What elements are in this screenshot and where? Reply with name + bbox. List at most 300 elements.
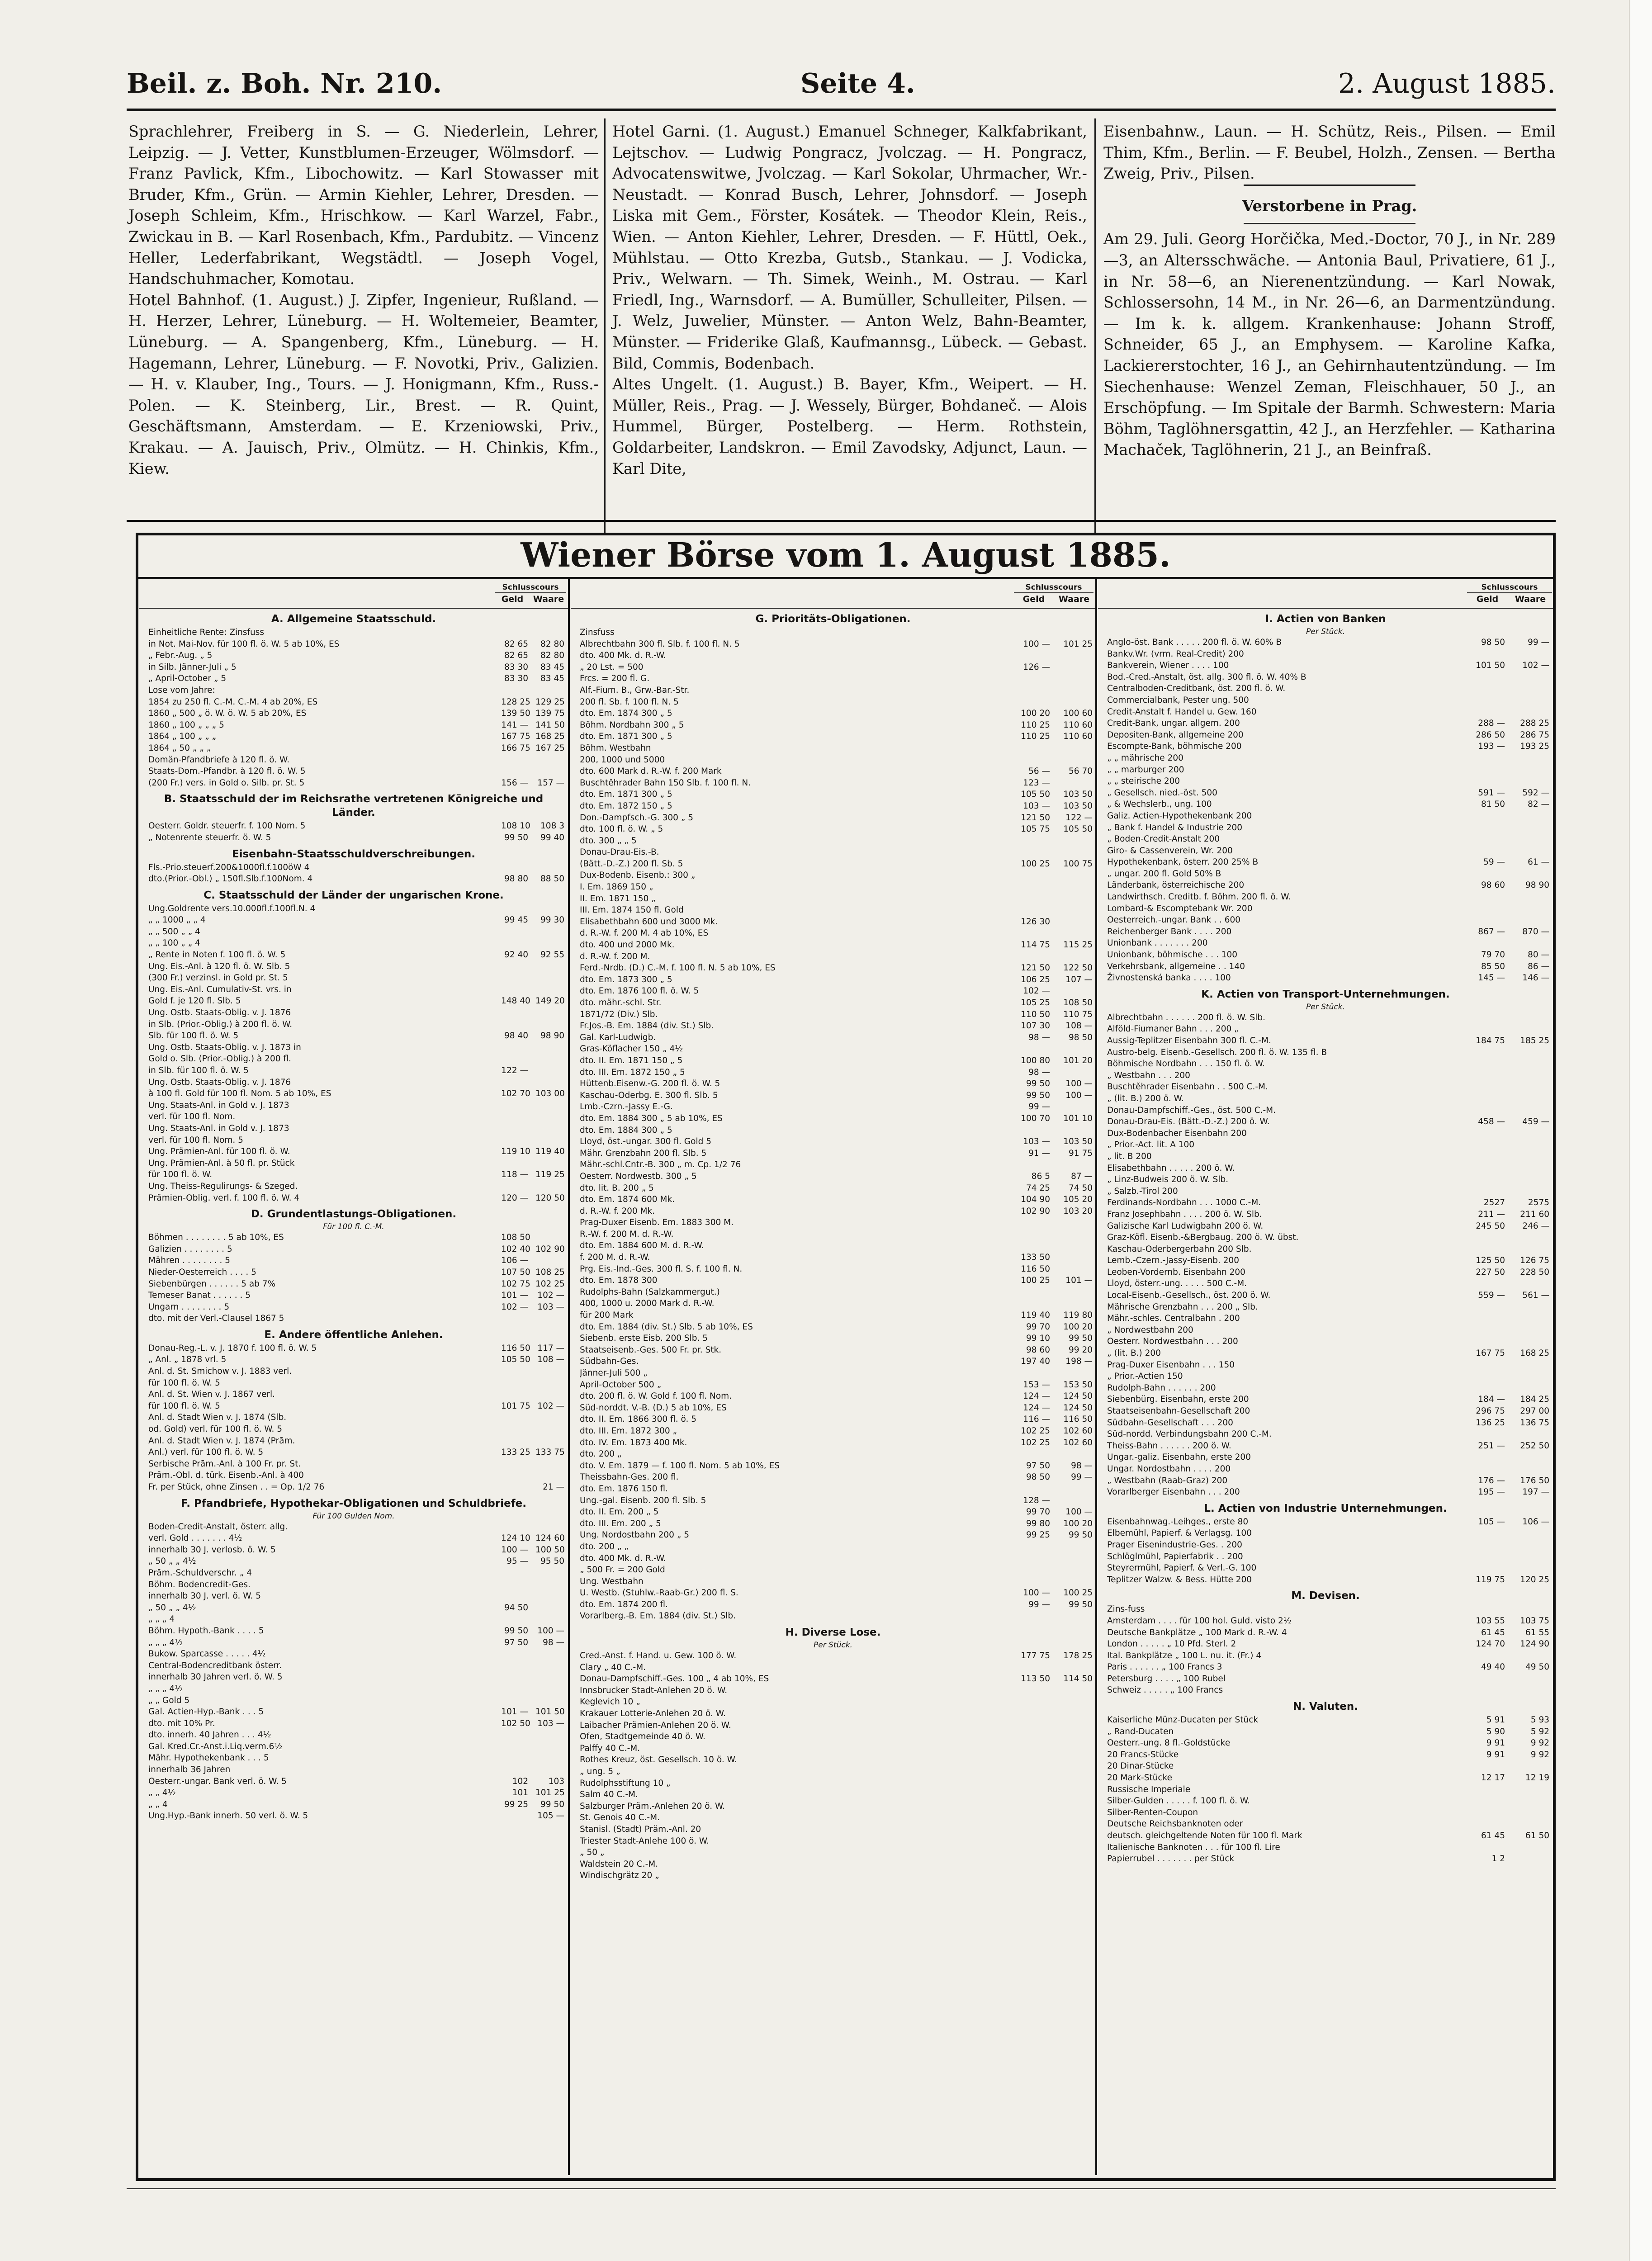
ask-price: 61 — [1528, 857, 1549, 867]
ask-price: 102 60 [1063, 1438, 1093, 1447]
security-name: Lemb.-Czern.-Jassy-Eisenb. 200 [1107, 1256, 1240, 1266]
bid-price: 103 — [1023, 801, 1050, 811]
quote-row [139, 1764, 568, 1776]
security-name: Galiz. Actien-Hypothekenbank 200 [1107, 811, 1252, 821]
ask-price: 101 20 [1063, 1055, 1093, 1065]
quote-row [139, 1660, 568, 1672]
quote-row [139, 1671, 568, 1683]
quote-row [571, 870, 1095, 881]
security-name: II. Em. 1871 150 „ [580, 894, 656, 903]
quote-row [1098, 1174, 1553, 1186]
bottom-rule [127, 2188, 1556, 2189]
quote-row [571, 1437, 1095, 1449]
closing-price-heading: Schlusscours [1014, 582, 1093, 593]
security-name: dto. II. Em. 200 „ 5 [580, 1507, 659, 1517]
security-name: verl. für 100 fl. Nom. 5 [148, 1135, 243, 1145]
security-name: dto. innerh. 40 Jahren . . . 4½ [148, 1730, 271, 1740]
security-name: Zinsfuss [580, 628, 615, 637]
ask-price: 592 — [1522, 788, 1549, 798]
security-name: in Not. Mai-Nov. für 100 fl. ö. W. 5 ab 10%, ES [148, 639, 340, 649]
security-name: Gold o. Slb. (Prior.-Oblig.) à 200 fl. [148, 1054, 291, 1064]
quote-row [571, 1252, 1095, 1263]
ask-price: 108 50 [1063, 998, 1093, 1008]
quote-row [571, 1321, 1095, 1333]
security-name: dto. III. Em. 1872 150 „ 5 [580, 1067, 685, 1077]
ask-price: 184 25 [1520, 1395, 1549, 1405]
bid-price: 120 — [501, 1193, 528, 1203]
security-name: Mähr.-schles. Centralbahn . 200 [1107, 1314, 1240, 1324]
quote-row [1098, 1795, 1553, 1807]
quote-row [1098, 1784, 1553, 1796]
security-name: Staatseisenb.-Ges. 500 Fr. pr. Stk. [580, 1345, 722, 1355]
quote-row [1098, 1336, 1553, 1348]
security-name: „ Linz-Budweis 200 ö. W. Slb. [1107, 1175, 1229, 1185]
security-name: „ „ steirische 200 [1107, 776, 1180, 786]
ask-price: 101 50 [535, 1707, 565, 1717]
quote-row [139, 1135, 568, 1146]
security-name: Siebenbürg. Eisenbahn, erste 200 [1107, 1395, 1249, 1405]
bid-price: 128 25 [501, 697, 530, 707]
quote-row [571, 1333, 1095, 1344]
security-name: innerhalb 30 Jahren verl. ö. W. 5 [148, 1672, 283, 1682]
quote-row [139, 766, 568, 777]
quote-row [1098, 972, 1553, 984]
quote-row [571, 1847, 1095, 1859]
security-name: 400, 1000 u. 2000 Mark d. R.-W. [580, 1299, 715, 1309]
security-name: Ung. Westbahn [580, 1576, 644, 1586]
quote-row [139, 1741, 568, 1753]
quote-row [139, 1290, 568, 1301]
security-name: 1860 „ 100 „ „ „ 5 [148, 720, 224, 730]
security-name: Ung. Eis.-Anl. à 120 fl. ö. W. Slb. 5 [148, 961, 290, 971]
ask-price: 141 50 [535, 720, 565, 730]
security-name: 1860 „ 500 „ ö. W. ö. W. 5 ab 20%, ES [148, 709, 307, 719]
security-name: Elisabethbahn . . . . . 200 ö. W. [1107, 1163, 1235, 1173]
quote-row [571, 1529, 1095, 1541]
bid-price: 102 — [1023, 986, 1050, 996]
quote-row [571, 639, 1095, 650]
security-name: Prager Eisenindustrie-Ges. . 200 [1107, 1540, 1242, 1550]
quote-row [139, 1181, 568, 1192]
title-rule [138, 577, 1553, 579]
section-subheading: Per Stück. [1306, 627, 1345, 636]
quote-row [571, 1576, 1095, 1588]
ask-price: 252 50 [1520, 1441, 1549, 1451]
security-name: Ferd.-Nrdb. (D.) C.-M. f. 100 fl. N. 5 ab 10%, ES [580, 963, 776, 973]
bid-price: 251 — [1478, 1441, 1505, 1451]
security-name: Lombard-& Escomptebank Wr. 200 [1107, 903, 1253, 913]
ask-price: 99 50 [1069, 1599, 1093, 1609]
ask-price: 119 80 [1063, 1310, 1093, 1320]
quote-row [139, 743, 568, 754]
quote-row [1098, 1853, 1553, 1865]
bid-price: 102 90 [1021, 1206, 1050, 1216]
quote-row [1098, 1405, 1553, 1417]
quote-row [571, 800, 1095, 812]
ask-price: 98 90 [1525, 880, 1549, 890]
ask-price: 102 90 [535, 1244, 565, 1254]
bid-price: 133 50 [1021, 1253, 1050, 1263]
quote-row [139, 708, 568, 719]
ask-price: 5 93 [1530, 1715, 1549, 1725]
ask-price: 103 [548, 1776, 564, 1786]
security-name: Keglevich 10 „ [580, 1697, 640, 1707]
ask-price: 101 25 [535, 1788, 565, 1798]
security-name: dto. mähr.-schl. Str. [580, 998, 662, 1008]
quote-row [1098, 949, 1553, 961]
bid-price: 5 91 [1486, 1715, 1505, 1725]
quote-row [1098, 1081, 1553, 1093]
quote-row [571, 823, 1095, 835]
security-name: Bukow. Sparcasse . . . . . 4½ [148, 1649, 266, 1659]
security-name: in Slb. für 100 fl. ö. W. 5 [148, 1066, 249, 1075]
security-name: dto. Em. 1874 600 Mk. [580, 1195, 675, 1205]
quote-row [139, 1077, 568, 1088]
security-name: Silber-Renten-Coupon [1107, 1807, 1198, 1817]
quote-row [571, 1824, 1095, 1835]
security-name: U. Westb. (Stuhlw.-Raab-Gr.) 200 fl. S. [580, 1588, 738, 1598]
security-name: „ Prior.-Actien 150 [1107, 1372, 1183, 1381]
quote-row [139, 1111, 568, 1123]
quote-row [571, 1448, 1095, 1460]
quote-row [139, 1354, 568, 1366]
quote-row [1098, 1539, 1553, 1551]
security-name: d. R.-W. f. 200 Mk. [580, 1206, 655, 1216]
security-name: Salm 40 C.-M. [580, 1790, 638, 1800]
quote-row [571, 1344, 1095, 1356]
bid-price: 101 50 [1476, 661, 1505, 671]
bid-price: 128 — [1023, 1495, 1050, 1505]
bid-price: 99 50 [504, 1626, 528, 1636]
security-name: Steyrermühl, Papierf. & Verl.-G. 100 [1107, 1563, 1257, 1573]
stock-exchange-box [136, 533, 1556, 2181]
quote-row [139, 1648, 568, 1660]
quote-row [1098, 880, 1553, 891]
bid-price: 99 50 [1026, 1079, 1050, 1089]
bid-price: 59 — [1483, 857, 1505, 867]
bid-price: 100 80 [1021, 1055, 1050, 1065]
security-name: „ Anl. „ 1878 vrl. 5 [148, 1355, 227, 1365]
ask-price: 124 50 [1063, 1403, 1093, 1413]
bid-price: 102 50 [501, 1718, 530, 1728]
security-name: Petersburg . . . . „ 100 Rubel [1107, 1674, 1226, 1684]
ask-price: 149 20 [535, 996, 565, 1006]
bid-price: 100 25 [1021, 859, 1050, 869]
quote-row [139, 1343, 568, 1354]
column-divider [1094, 118, 1096, 535]
security-name: dto. 400 Mk. d. R.-W. [580, 651, 666, 661]
quote-row [1098, 1726, 1553, 1738]
security-name: innerhalb 36 Jahren [148, 1765, 231, 1775]
security-name: Theissbahn-Ges. 200 fl. [580, 1472, 679, 1482]
security-name: Galizien . . . . . . . . 5 [148, 1244, 232, 1254]
security-name: Rudolphs-Bahn (Salzkammergut.) [580, 1287, 720, 1297]
quote-row [139, 1752, 568, 1764]
quote-row [139, 903, 568, 915]
quote-row [1098, 1486, 1553, 1498]
security-name: dto. Em. 1871 300 „ 5 [580, 790, 672, 799]
bid-price: 100 25 [1021, 1276, 1050, 1286]
ask-price: 83 45 [540, 662, 564, 672]
quote-row [571, 974, 1095, 986]
ask-price: 100 25 [1063, 1588, 1093, 1598]
security-name: „ Rand-Ducaten [1107, 1726, 1174, 1736]
quote-row [1098, 1574, 1553, 1586]
bid-price: 116 50 [501, 1343, 530, 1353]
quote-row [571, 1275, 1095, 1287]
security-name: Gras-Köflacher 150 „ 4½ [580, 1044, 683, 1054]
quote-row [1098, 1116, 1553, 1128]
bid-price: 9 91 [1486, 1738, 1505, 1748]
quote-row [571, 985, 1095, 997]
closing-price-heading: Schlusscours [495, 582, 566, 593]
section-subheading: Für 100 Gulden Nom. [312, 1511, 395, 1521]
quote-row [1098, 787, 1553, 799]
security-name: dto. IV. Em. 1873 400 Mk. [580, 1438, 687, 1447]
quote-row [139, 1613, 568, 1625]
quote-row [571, 1564, 1095, 1576]
security-name: Ung. Eis.-Anl. Cumulativ-St. vrs. in [148, 984, 292, 994]
security-name: Süd-norddt. V.-B. (D.) 5 ab 10%, ES [580, 1403, 727, 1413]
ask-price: 126 75 [1520, 1256, 1549, 1266]
quote-row [1098, 1714, 1553, 1726]
quote-row [139, 650, 568, 662]
security-name: Dux-Bodenbacher Eisenbahn 200 [1107, 1128, 1247, 1138]
security-name: für 100 fl. ö. W. 5 [148, 1401, 220, 1411]
bid-price: 99 25 [1026, 1530, 1050, 1540]
ask-price: 98 50 [1069, 1032, 1093, 1042]
ask-price: 98 — [1071, 1461, 1093, 1471]
security-name: I. Em. 1869 150 „ [580, 882, 653, 892]
quote-row [571, 1356, 1095, 1367]
security-name: „ Febr.-Aug. „ 5 [148, 651, 213, 661]
security-name: für 100 fl. ö. W. [148, 1170, 213, 1180]
section-subheading: Per Stück. [1306, 1002, 1345, 1012]
security-name: 20 Francs-Stücke [1107, 1750, 1179, 1760]
quote-row [571, 1801, 1095, 1812]
ask-price: 102 — [537, 1401, 564, 1411]
ask-price: 99 40 [540, 833, 564, 842]
security-name: Amsterdam . . . . für 100 hol. Guld. visto 2½ [1107, 1616, 1292, 1626]
security-name: 1864 „ 100 „ „ „ [148, 732, 217, 742]
quote-row [571, 1708, 1095, 1720]
bid-price: 133 25 [501, 1447, 530, 1457]
quote-row [571, 1766, 1095, 1778]
quote-row [571, 673, 1095, 685]
security-name: Donau-Drau-Eis.-B. [580, 847, 659, 857]
ask-price: 168 25 [1520, 1348, 1549, 1358]
ask-price: 211 60 [1520, 1209, 1549, 1219]
quote-row [1098, 1661, 1553, 1673]
ask-price: 99 50 [1069, 1334, 1093, 1343]
security-name: dto. Em. 1871 300 „ 5 [580, 732, 672, 742]
security-name: dto. Em. 1876 150 fl. [580, 1484, 668, 1494]
security-name: „ (lit. B.) 200 ö. W. [1107, 1093, 1184, 1103]
bid-price: 102 75 [501, 1279, 530, 1289]
section-heading: Eisenbahn-Staatsschuldverschreibungen. [232, 848, 476, 860]
bid-price: 100 — [1023, 1588, 1050, 1598]
quote-row [139, 627, 568, 639]
security-name: Credit-Bank, ungar. allgem. 200 [1107, 719, 1240, 728]
security-name: Donau-Dampfschiff.-Ges., öst. 500 C.-M. [1107, 1105, 1276, 1115]
bid-price: 167 75 [1476, 1348, 1505, 1358]
security-name: dto. 400 und 2000 Mk. [580, 940, 675, 950]
bid-price: 98 80 [504, 874, 528, 884]
security-name: dto. mit 10% Pr. [148, 1718, 215, 1728]
security-name: Anl. d. Stadt Wien v. J. 1874 (Prām. [148, 1436, 295, 1446]
quote-row [139, 1435, 568, 1447]
quote-row [139, 1158, 568, 1169]
security-name: „ „ Gold 5 [148, 1695, 190, 1705]
bid-price: 105 50 [501, 1355, 530, 1365]
bid-price: 559 — [1478, 1291, 1505, 1301]
quote-row [139, 662, 568, 673]
security-name: Prag-Duxer Eisenb. Em. 1883 300 M. [580, 1218, 734, 1228]
ask-price: 124 50 [1063, 1391, 1093, 1401]
security-name: Donau-Drau-Eis. (Bätt.-D.-Z.) 200 ö. W. [1107, 1117, 1270, 1127]
quote-row [571, 1859, 1095, 1870]
quote-row [139, 1470, 568, 1481]
security-name: Franz Josephbahn . . . . 200 ö. W. Slb. [1107, 1209, 1262, 1219]
quote-row [1098, 752, 1553, 764]
ask-price: 185 25 [1520, 1036, 1549, 1045]
quote-row [139, 639, 568, 650]
bid-price: 288 — [1478, 719, 1505, 728]
ask-price: 83 45 [540, 674, 564, 684]
ask-price: 9 92 [1530, 1738, 1549, 1748]
quote-row [139, 1776, 568, 1788]
quote-row [1098, 914, 1553, 926]
bid-price: 148 40 [501, 996, 530, 1006]
security-name: „ ung. 5 „ [580, 1767, 620, 1776]
security-name: dto. 100 fl. ö. W. „ 5 [580, 824, 663, 834]
bid-price: 107 30 [1021, 1021, 1050, 1031]
quote-row [139, 777, 568, 789]
quote-row [139, 1695, 568, 1707]
security-name: Böhmen . . . . . . . . 5 ab 10%, ES [148, 1233, 284, 1243]
guest-list-column-1 [128, 121, 599, 479]
ask-price: 56 70 [1069, 766, 1093, 776]
security-name: „ „ „ 4 [148, 1614, 175, 1624]
ask-price: 459 — [1522, 1117, 1549, 1127]
security-name: Jänner-Juli 500 „ [580, 1368, 648, 1378]
security-name: Fr.Jos.-B. Em. 1884 (div. St.) Slb. [580, 1021, 714, 1031]
ask-price: 110 60 [1063, 732, 1093, 742]
quote-row [139, 1458, 568, 1470]
security-name: Eisenbahnwag.-Leihges., erste 80 [1107, 1517, 1249, 1527]
security-name: dto. III. Em. 200 „ 5 [580, 1518, 661, 1528]
quote-row [571, 835, 1095, 847]
security-name: dto. Em. 1884 (div. St.) Slb. 5 ab 10%, ES [580, 1322, 753, 1332]
section-rule [127, 520, 1556, 522]
quote-row [1098, 1359, 1553, 1371]
bid-price: 110 25 [1021, 720, 1050, 730]
deaths-paragraph: Am 29. Juli. Georg Horčička, Med.-Doctor, 70 J., in Nr. 289—3, an Altersschwäche. — Antonia Baul, Privatiere, 61 J., in Nr. 58—6, an Nierenentzündung. — Karl Nowak, Schlossersohn, 14 M., in Nr. 26—6, an Darmentzündung. — Im k. k. allgem. Krankenhause: Johann Stroff, Schneider, 65 J., an Emphysem. — Karoline Kafka, Lackiererstochter, 16 J., an Gehirnhautentzündung. — Im Siechenhause: Wenzel Zeman, Fleischhauer, 50 J., an Erschöpfung. — Im Spitale der Barmh. Schwestern: Maria Böhm, Taglöhnersgattin, 42 J., an Herzfehler. — Katharina Machaček, Taglöhnerin, 21 J., an Beinfraß. [1103, 230, 1556, 459]
ask-price: 49 50 [1525, 1662, 1549, 1672]
security-name: Südbahn-Gesellschaft . . . 200 [1107, 1418, 1233, 1428]
security-name: dto. Em. 1884 300 „ 5 [580, 1125, 672, 1135]
quote-row [1098, 1475, 1553, 1487]
security-name: Slb. für 100 fl. ö. W. 5 [148, 1031, 239, 1041]
quote-row [139, 1718, 568, 1730]
bid-price: 83 30 [504, 662, 528, 672]
bid-price: 114 75 [1021, 940, 1050, 950]
quote-row [139, 1192, 568, 1204]
quote-row [571, 1778, 1095, 1789]
security-name: Zins-fuss [1107, 1604, 1145, 1614]
ask-price: 82 80 [540, 651, 564, 661]
quote-row [571, 766, 1095, 777]
bid-price: 108 50 [501, 1233, 530, 1243]
quote-row [1098, 1348, 1553, 1359]
security-name: Papierrubel . . . . . . . per Stück [1107, 1854, 1235, 1864]
quote-row [571, 662, 1095, 673]
bid-price: 100 — [501, 1545, 528, 1555]
bid-price: 105 75 [1021, 824, 1050, 834]
quote-row [139, 1579, 568, 1591]
quote-row [139, 696, 568, 708]
security-name: 1871/72 (Div.) Slb. [580, 1009, 658, 1019]
quote-row [1098, 1528, 1553, 1539]
ask-price: 176 50 [1520, 1476, 1549, 1485]
quote-row [1098, 1301, 1553, 1313]
ask-price: 124 90 [1520, 1639, 1549, 1649]
quote-row [571, 777, 1095, 789]
quote-row [571, 1101, 1095, 1113]
quote-row [571, 1298, 1095, 1310]
bid-price: 103 55 [1476, 1616, 1505, 1626]
ask-price: 122 50 [1063, 963, 1093, 973]
bid-price: 56 — [1028, 766, 1050, 776]
quote-row [571, 997, 1095, 1009]
quote-row [1098, 810, 1553, 822]
quote-row [1098, 1012, 1553, 1024]
security-name: Ung. Staats-Anl. in Gold v. J. 1873 [148, 1100, 289, 1110]
security-name: dto. II. Em. 1866 300 fl. ö. 5 [580, 1414, 696, 1424]
security-name: „ ungar. 200 fl. Gold 50% B [1107, 869, 1221, 879]
bid-price: 101 — [501, 1707, 528, 1717]
ask-price: 103 00 [535, 1089, 565, 1099]
security-name: dto. mit der Verl.-Clausel 1867 5 [148, 1314, 284, 1324]
security-name: Ungar. Nordostbahn . . . . 200 [1107, 1464, 1231, 1474]
quote-row [571, 858, 1095, 870]
security-name: Mähr. Grenzbahn 200 fl. Slb. 5 [580, 1148, 707, 1158]
ask-price: 87 — [1071, 1171, 1093, 1181]
security-name: Mähr.-schl.Cntr.-B. 300 „ m. Cp. 1/2 76 [580, 1160, 741, 1170]
quote-row [1098, 1128, 1553, 1140]
quote-row [1098, 1255, 1553, 1267]
bid-price: 105 50 [1021, 790, 1050, 799]
security-name: R.-W. f. 200 M. d. R.-W. [580, 1229, 674, 1239]
quote-row [571, 696, 1095, 708]
security-name: Donau-Dampfschiff.-Ges. 100 „ 4 ab 10%, ES [580, 1674, 769, 1684]
bid-price: 99 50 [1026, 1090, 1050, 1100]
ask-price: 561 — [1522, 1291, 1549, 1301]
quote-row [571, 1113, 1095, 1125]
quote-row [571, 731, 1095, 743]
quote-row [1098, 1452, 1553, 1463]
ask-price: 129 25 [535, 697, 565, 707]
quote-row [139, 1637, 568, 1649]
security-name: Unionbank, böhmische . . . 100 [1107, 950, 1238, 960]
ask-price: 122 — [1065, 813, 1093, 823]
page-number: Seite 4. [800, 68, 915, 99]
security-name: Anl. d. St. Wien v. J. 1867 verl. [148, 1390, 275, 1400]
ask-price: 115 25 [1063, 940, 1093, 950]
bid-price: 102 [512, 1776, 528, 1786]
quote-row [139, 1278, 568, 1290]
quote-row [571, 1391, 1095, 1402]
